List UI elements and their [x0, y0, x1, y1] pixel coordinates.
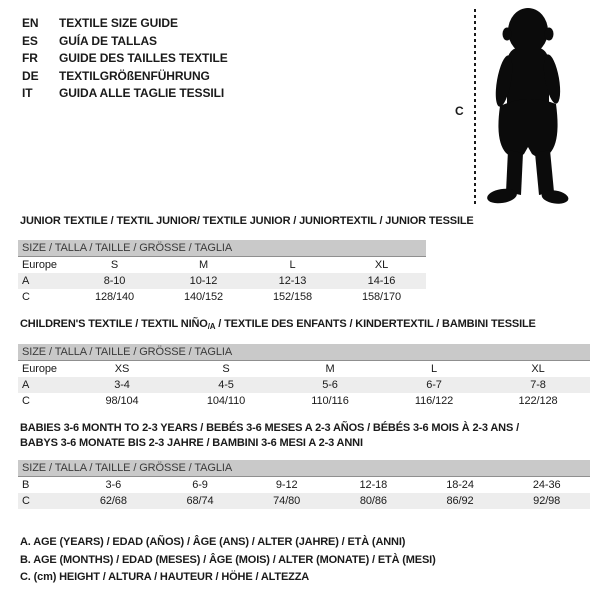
row-label: C: [22, 395, 30, 407]
children-title-part1: CHILDREN'S TEXTILE / TEXTIL NIÑO: [20, 318, 208, 330]
lang-row-en: [22, 15, 228, 33]
table-row: [18, 377, 590, 393]
table-cell: 152/158: [272, 291, 313, 303]
table-row: [18, 393, 590, 409]
table-cell: S: [110, 259, 119, 271]
row-label: A: [22, 379, 30, 391]
table-row: [18, 257, 426, 273]
footnote-a: A. AGE (YEARS) / EDAD (AÑOS) / ÂGE (ANS) / ALTER (JAHRE) / ETÀ (ANNI): [20, 536, 406, 548]
lang-row-es: [22, 33, 228, 51]
lang-label: TEXTILGRÖßENFÜHRUNG: [59, 68, 210, 83]
table-cell: 6-7: [426, 379, 442, 391]
table-cell: 80/86: [359, 495, 387, 507]
lang-code: EN: [22, 16, 39, 30]
table-cell: 74/80: [273, 495, 301, 507]
row-label: C: [22, 291, 30, 303]
lang-row-de: [22, 68, 228, 86]
children-size-table: [18, 344, 590, 409]
children-title-part2: / TEXTILE DES ENFANTS / KINDERTEXTIL / BAMBINI TESSILE: [215, 318, 536, 330]
table-cell: XL: [374, 259, 389, 271]
table-cell: 98/104: [105, 395, 139, 407]
table-cell: 10-12: [189, 275, 218, 287]
table-cell: 68/74: [186, 495, 214, 507]
footnote-c: C. (cm) HEIGHT / ALTURA / HAUTEUR / HÖHE / ALTEZZA: [20, 571, 310, 583]
children-table-title: [20, 317, 536, 332]
row-label: A: [22, 275, 30, 287]
table-cell: XS: [114, 363, 130, 375]
table-cell: 6-9: [192, 479, 208, 491]
table-row: [18, 273, 426, 289]
babies-title-line1: BABIES 3-6 MONTH TO 2-3 YEARS / BEBÉS 3-6 MESES A 2-3 AÑOS / BÉBÉS 3-6 MOIS À 2-3 ANS /: [20, 422, 519, 434]
language-list: [22, 15, 228, 103]
table-cell: 12-13: [278, 275, 307, 287]
lang-label: GUÍA DE TALLAS: [59, 33, 157, 48]
lang-label: TEXTILE SIZE GUIDE: [59, 16, 178, 30]
row-label: B: [22, 479, 30, 491]
table-cell: 24-36: [532, 479, 561, 491]
children-title-subscript: /A: [207, 322, 216, 331]
table-cell: 104/110: [206, 395, 246, 407]
table-cell: 122/128: [518, 395, 558, 407]
size-header-row: SIZE / TALLA / TAILLE / GRÖSSE / TAGLIA: [18, 460, 590, 477]
table-cell: 4-5: [218, 379, 234, 391]
junior-size-table: [18, 240, 426, 305]
lang-code: DE: [22, 68, 39, 83]
table-cell: 110/116: [311, 395, 349, 407]
lang-label: GUIDA ALLE TAGLIE TESSILI: [59, 86, 225, 100]
footnote-b: B. AGE (MONTHS) / EDAD (MESES) / ÂGE (MOIS) / ALTER (MONATE) / ETÀ (MESI): [20, 553, 436, 566]
lang-row-fr: [22, 50, 228, 68]
table-cell: M: [325, 363, 335, 375]
table-cell: 116/122: [414, 395, 454, 407]
table-cell: 9-12: [275, 479, 298, 491]
table-cell: 5-6: [322, 379, 338, 391]
table-cell: L: [430, 363, 438, 375]
baby-silhouette-image: [482, 6, 588, 206]
table-cell: L: [289, 259, 296, 271]
table-row: [18, 361, 590, 377]
size-header-row: SIZE / TALLA / TAILLE / GRÖSSE / TAGLIA: [18, 240, 426, 257]
table-cell: 158/170: [361, 291, 402, 303]
row-label: Europe: [22, 363, 57, 375]
table-cell: S: [222, 363, 230, 375]
table-row: [18, 493, 590, 509]
table-cell: XL: [531, 363, 545, 375]
table-cell: 3-4: [114, 379, 130, 391]
lang-row-it: [22, 85, 228, 103]
table-cell: 7-8: [530, 379, 546, 391]
row-label: Europe: [22, 259, 57, 271]
height-measure-label: C: [455, 104, 464, 118]
table-cell: M: [198, 259, 209, 271]
junior-table-title: JUNIOR TEXTILE / TEXTIL JUNIOR/ TEXTILE JUNIOR / JUNIORTEXTIL / JUNIOR TESSILE: [20, 215, 474, 227]
babies-table-title: [20, 421, 519, 451]
size-header-row: SIZE / TALLA / TAILLE / GRÖSSE / TAGLIA: [18, 344, 590, 361]
table-cell: 92/98: [533, 495, 561, 507]
lang-label: GUIDE DES TAILLES TEXTILE: [59, 51, 228, 65]
lang-code: ES: [22, 33, 38, 48]
footnotes: [20, 534, 436, 587]
row-label: C: [22, 495, 30, 507]
table-cell: 8-10: [103, 275, 126, 287]
table-cell: 14-16: [367, 275, 396, 287]
table-cell: 18-24: [446, 479, 474, 491]
table-cell: 140/152: [183, 291, 224, 303]
table-row: [18, 289, 426, 305]
lang-code: FR: [22, 51, 38, 65]
babies-title-line2: BABYS 3-6 MONATE BIS 2-3 JAHRE / BAMBINI 3-6 MESI A 2-3 ANNI: [20, 437, 363, 449]
height-measure-dashed-line: [474, 9, 476, 206]
table-row: [18, 477, 590, 493]
babies-size-table: [18, 460, 590, 509]
table-cell: 3-6: [105, 479, 122, 491]
table-cell: 12-18: [359, 479, 388, 491]
table-cell: 86/92: [446, 495, 474, 507]
lang-code: IT: [22, 86, 33, 100]
table-cell: 62/68: [99, 495, 127, 507]
table-cell: 128/140: [94, 291, 135, 303]
